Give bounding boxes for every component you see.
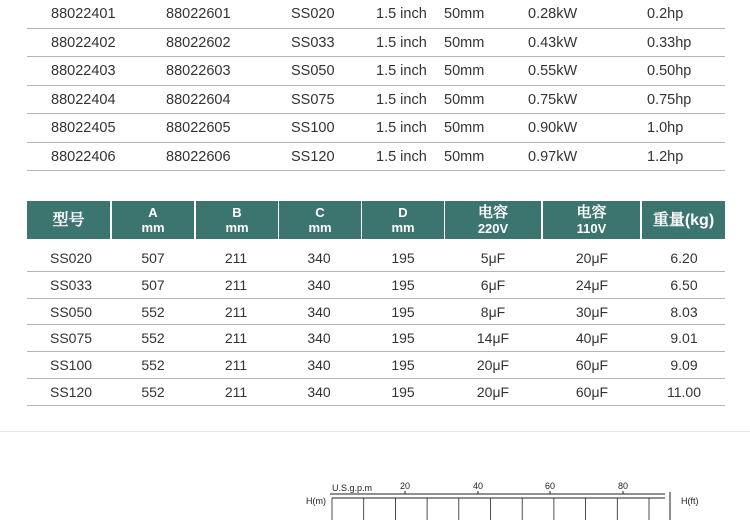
dimension-cell: 552 [141, 383, 165, 400]
header-line1: 电容 [576, 204, 607, 221]
dimension-cell: 195 [391, 330, 415, 347]
dimension-cell: 211 [224, 330, 248, 347]
dimension-cell: 507 [141, 250, 165, 266]
dimension-cell: 9.09 [670, 357, 698, 374]
product-cell: 0.33hp [647, 34, 692, 51]
dimension-cell: 340 [307, 383, 331, 400]
header-cell [362, 201, 444, 239]
product-cell: 0.90kW [528, 120, 578, 136]
header-line2: mm [308, 220, 332, 235]
performance-chart-fragment [0, 470, 750, 520]
header-line1: C [315, 205, 325, 220]
product-cell: SS020 [291, 6, 335, 22]
product-row [27, 29, 725, 58]
product-cell: 1.5 inch [376, 34, 427, 51]
product-cell: 88022406 [51, 148, 116, 165]
product-cell: 0.50hp [647, 63, 692, 79]
header-line1: 重量(kg) [652, 211, 715, 229]
dimension-cell: 40μF [575, 330, 609, 347]
header-cell [279, 201, 361, 239]
header-cell [543, 201, 640, 239]
product-cell: SS075 [291, 91, 335, 108]
dimension-table-header [27, 201, 725, 239]
product-row [27, 86, 725, 115]
dimension-row [27, 272, 725, 299]
product-cell: 1.5 inch [376, 148, 427, 165]
dimension-cell: 507 [141, 276, 165, 293]
header-line1: 电容 [477, 204, 508, 221]
dimension-cell: 24μF [575, 276, 609, 293]
product-cell: 88022606 [166, 148, 231, 165]
top-tick-labels [400, 481, 628, 494]
header-line2: mm [225, 220, 249, 235]
dimension-cell: 552 [141, 330, 165, 347]
product-cell: 50mm [444, 120, 485, 136]
top-tick-label: 40 [472, 481, 484, 491]
product-cell: SS050 [291, 63, 335, 79]
section-divider [0, 431, 750, 432]
product-cell: 88022602 [166, 34, 231, 51]
dimension-cell: 552 [141, 357, 165, 374]
product-cell: 1.5 inch [376, 63, 427, 79]
product-cell: SS033 [291, 34, 335, 51]
dimension-cell: 5μF [480, 250, 506, 266]
product-cell: 0.43kW [528, 34, 578, 51]
header-cell [196, 201, 278, 239]
dimension-cell: 195 [391, 250, 415, 266]
product-cell: 1.2hp [647, 148, 684, 165]
product-cell: 1.5 inch [376, 6, 427, 22]
dimension-cell: 195 [391, 357, 415, 374]
dimension-cell: 60μF [575, 383, 609, 400]
dimension-cell: 9.01 [670, 330, 698, 347]
header-cell [445, 201, 541, 239]
product-table [27, 0, 725, 171]
product-cell: 50mm [444, 91, 485, 108]
dimension-cell: 340 [307, 357, 331, 374]
product-cell: 88022404 [51, 91, 116, 108]
dimension-cell: 20μF [575, 250, 609, 266]
product-cell: 0.28kW [528, 6, 578, 22]
dimension-cell: 14μF [476, 330, 510, 347]
dimension-cell: 8μF [480, 303, 506, 320]
dimension-cell: 211 [224, 276, 248, 293]
product-cell: SS120 [291, 148, 335, 165]
top-axis-label: U.S.g.p.m [332, 483, 373, 493]
dimension-cell: 195 [391, 276, 415, 293]
dimension-row [27, 325, 725, 352]
product-cell: 50mm [444, 6, 485, 22]
product-cell: 88022604 [166, 91, 231, 108]
dimension-cell: 6μF [480, 276, 506, 293]
chart-svg [0, 470, 750, 520]
header-line2: mm [141, 220, 165, 235]
header-line2: 220V [477, 221, 509, 236]
dimension-cell: 552 [141, 303, 165, 320]
product-cell: 0.75kW [528, 91, 578, 108]
dimension-cell: 340 [307, 303, 331, 320]
dimension-table-body [27, 245, 725, 406]
product-cell: 88022405 [51, 120, 116, 136]
product-cell: 50mm [444, 63, 485, 79]
product-cell: 0.55kW [528, 63, 578, 79]
product-cell: 0.75hp [647, 91, 692, 108]
dimension-cell: SS075 [49, 330, 93, 347]
dimension-cell: 60μF [575, 357, 609, 374]
dimension-cell: 340 [307, 250, 331, 266]
dimension-cell: SS020 [49, 250, 93, 266]
product-cell: 88022401 [51, 6, 116, 22]
right-axis-label: H(ft) [681, 496, 699, 506]
header-line1: A [148, 205, 158, 220]
product-row [27, 143, 725, 172]
dimension-cell: SS120 [49, 383, 93, 400]
dimension-cell: 30μF [575, 303, 609, 320]
dimension-cell: 340 [307, 330, 331, 347]
dimension-cell: 6.20 [670, 250, 698, 266]
product-cell: 88022403 [51, 63, 116, 79]
left-axis-label: H(m) [306, 496, 326, 506]
product-cell: SS100 [291, 120, 335, 136]
top-tick-label: 60 [544, 481, 556, 491]
product-row [27, 57, 725, 86]
product-row [27, 0, 725, 29]
dimension-table [27, 201, 725, 406]
dimension-cell: 20μF [476, 383, 510, 400]
dimension-cell: 211 [224, 303, 248, 320]
dimension-cell: SS033 [49, 276, 93, 293]
dimension-cell: SS100 [49, 357, 93, 374]
dimension-cell: 11.00 [667, 383, 701, 400]
product-cell: 0.2hp [647, 6, 684, 22]
product-cell: 88022601 [166, 6, 231, 22]
dimension-cell: 195 [391, 303, 415, 320]
header-cell [642, 201, 725, 239]
product-row [27, 114, 725, 143]
top-tick-label: 20 [399, 481, 411, 491]
product-cell: 88022603 [166, 63, 231, 79]
dimension-row [27, 379, 725, 406]
dimension-cell: 195 [391, 383, 415, 400]
dimension-cell: 211 [224, 250, 248, 266]
product-cell: 0.97kW [528, 148, 578, 165]
header-cell [112, 201, 194, 239]
product-cell: 88022605 [166, 120, 231, 136]
dimension-cell: 340 [307, 276, 331, 293]
product-cell: 1.5 inch [376, 91, 427, 108]
header-line2: 110V [576, 221, 607, 236]
dimension-cell: SS050 [49, 303, 93, 320]
dimension-row [27, 352, 725, 379]
product-cell: 50mm [444, 34, 485, 51]
dimension-cell: 211 [224, 357, 248, 374]
grid-lines [332, 498, 649, 520]
dimension-row [27, 299, 725, 326]
header-line1: D [398, 205, 408, 220]
product-cell: 1.0hp [647, 120, 684, 136]
product-cell: 50mm [444, 148, 485, 165]
dimension-cell: 211 [224, 383, 248, 400]
top-tick-label: 80 [617, 481, 629, 491]
header-line1: 型号 [52, 211, 85, 229]
product-cell: 1.5 inch [376, 120, 427, 136]
header-line1: B [232, 205, 242, 220]
product-cell: 88022402 [51, 34, 116, 51]
header-line2: mm [391, 220, 415, 235]
dimension-cell: 20μF [476, 357, 510, 374]
dimension-cell: 6.50 [670, 276, 698, 293]
header-cell [27, 201, 110, 239]
dimension-cell: 8.03 [670, 303, 698, 320]
dimension-row [27, 245, 725, 272]
